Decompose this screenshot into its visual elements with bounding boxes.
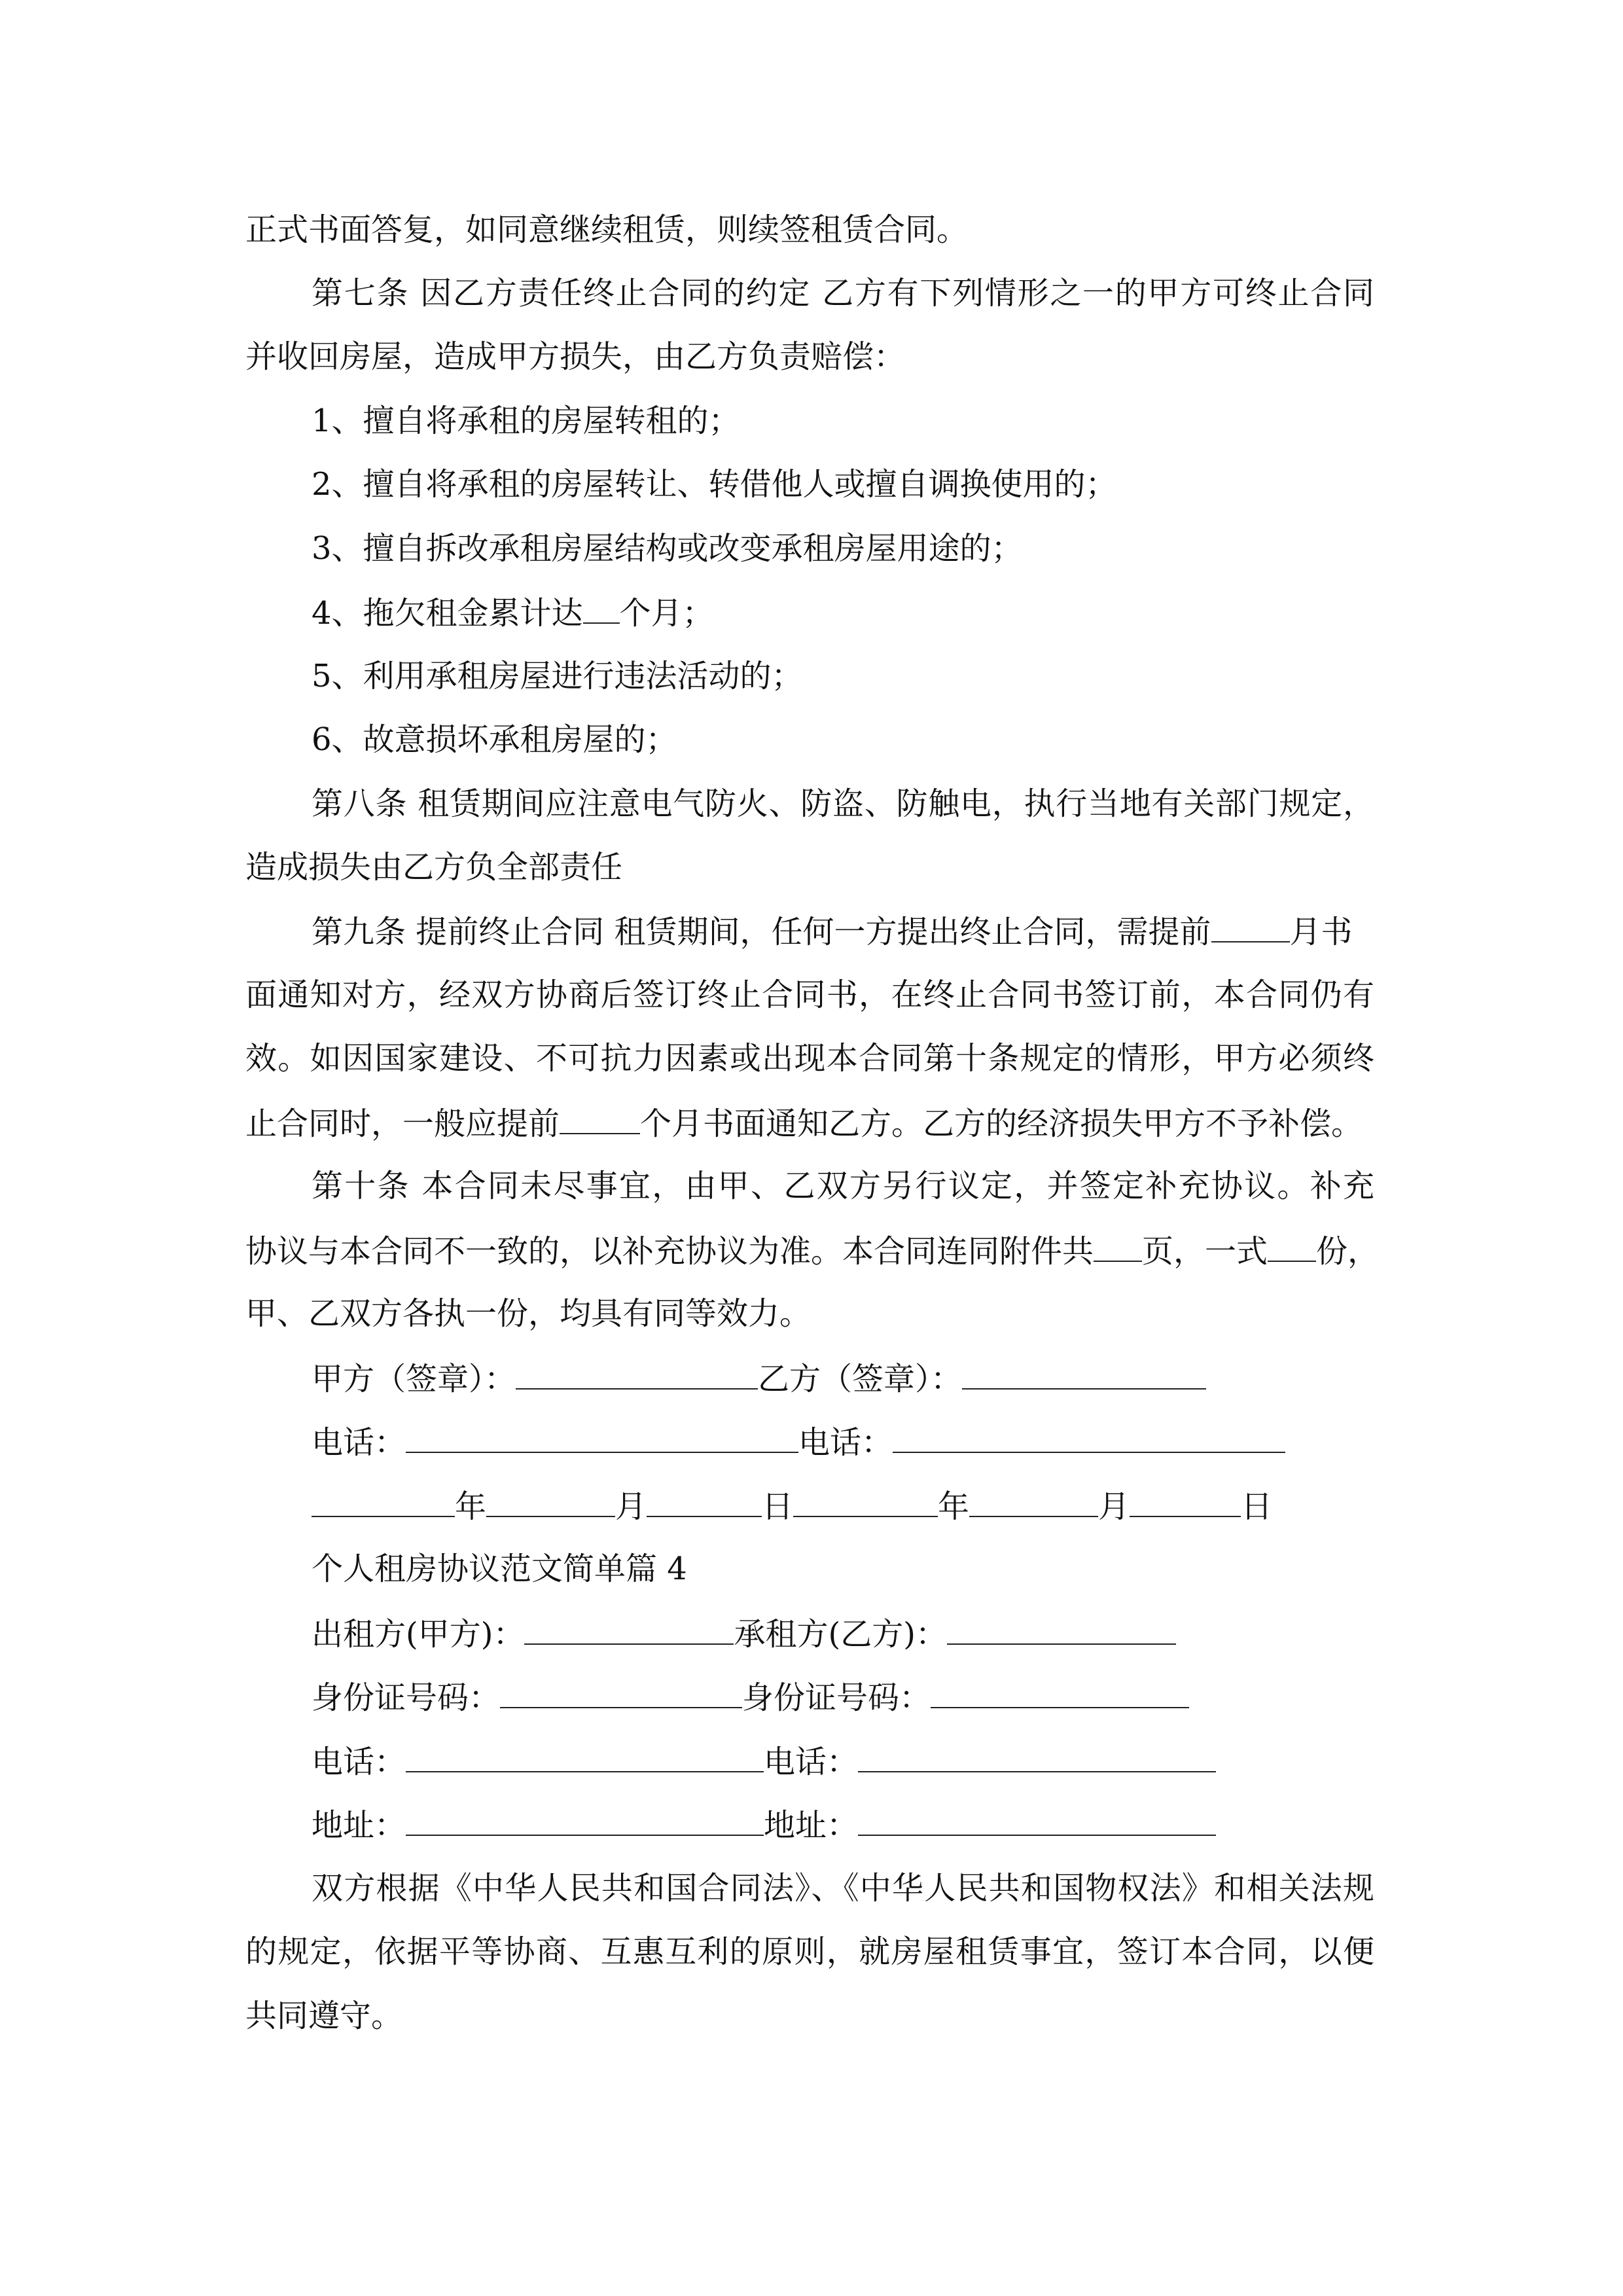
label: 身份证号码： [742,1679,931,1716]
lessor-field[interactable] [524,1615,734,1645]
article-9-heading [312,912,1374,949]
party-a-signature-field[interactable] [516,1359,758,1390]
list-item-text: 4、拖欠租金累计达 [312,595,583,632]
lessor-id-field[interactable] [500,1678,742,1708]
label: 地址： [764,1807,859,1844]
party-a-phone-field[interactable] [406,1423,798,1453]
paragraph-line: 并收回房屋，造成甲方损失，由乙方负责赔偿： [245,338,906,375]
text: 月书 [1289,914,1353,950]
label: 身份证号码： [312,1679,501,1716]
paragraph-line: 效。如因国家建设、不可抗力因素或出现本合同第十条规定的情形，甲方必须终 [245,1040,1374,1077]
date-row [312,1487,1374,1524]
label: 电话： [312,1424,406,1461]
paragraph-line: 造成损失由乙方负全部责任 [245,849,623,886]
list-item-text: 个月； [619,595,714,632]
label: 电话： [764,1744,859,1780]
blank-field [560,1104,640,1134]
label: 月 [1098,1488,1130,1525]
paragraph-line: 共同遵守。 [245,1998,403,2034]
year-field[interactable] [312,1487,455,1517]
signature-row [312,1359,1374,1396]
list-item: 6、故意损坏承租房屋的； [312,721,677,758]
paragraph-line: 双方根据《中华人民共和国合同法》、《中华人民共和国物权法》和相关法规 [312,1870,1374,1907]
lessee-id-field[interactable] [931,1678,1189,1708]
list-item: 3、擅自拆改承租房屋结构或改变承租房屋用途的； [312,530,1023,567]
label: 年 [938,1488,970,1525]
month-field[interactable] [486,1487,615,1517]
day-field[interactable] [1130,1487,1241,1517]
party-b-signature-field[interactable] [962,1359,1206,1390]
day-field[interactable] [647,1487,762,1517]
paragraph-line: 甲、乙双方各执一份，均具有同等效力。 [245,1295,812,1332]
phone-row [312,1423,1374,1460]
text: 份， [1316,1233,1380,1270]
lessee-field[interactable] [947,1615,1176,1645]
label: 承租方(乙方)： [734,1616,947,1653]
parties-row [312,1615,1374,1651]
text: 个月书面通知乙方。乙方的经济损失甲方不予补偿。 [640,1105,1363,1142]
label: 电话： [312,1744,406,1780]
lessee-phone-field[interactable] [858,1742,1216,1772]
article-7-heading: 第七条 因乙方责任终止合同的约定 乙方有下列情形之一的甲方可终止合同 [312,275,1374,312]
lessee-address-field[interactable] [858,1806,1216,1836]
list-item: 2、擅自将承租的房屋转让、转借他人或擅自调换使用的； [312,466,1117,503]
paragraph-line: 面通知对方，经双方协商后签订终止合同书，在终止合同书签订前，本合同仍有 [245,977,1374,1013]
blank-field [583,594,620,624]
lessor-address-field[interactable] [406,1806,764,1836]
address-row [312,1806,1374,1842]
paragraph-line: 的规定，依据平等协商、互惠互利的原则，就房屋租赁事宜，签订本合同，以便 [245,1933,1374,1970]
phone-row [312,1742,1374,1779]
label: 日 [762,1488,794,1525]
label: 月 [615,1488,647,1525]
label: 甲方（签章）： [312,1361,516,1397]
id-row [312,1678,1374,1715]
article-8-heading: 第八条 租赁期间应注意电气防火、防盗、防触电，执行当地有关部门规定， [312,785,1374,822]
list-item: 5、利用承租房屋进行违法活动的； [312,658,803,694]
blank-field [1268,1232,1316,1262]
list-item: 1、擅自将承租的房屋转租的； [312,403,740,439]
label: 出租方(甲方)： [312,1616,525,1653]
section-title: 个人租房协议范文简单篇 4 [312,1551,687,1587]
paragraph-line: 正式书面答复，如同意继续租赁，则续签租赁合同。 [245,211,969,248]
text: 协议与本合同不一致的，以补充协议为准。本合同连同附件共 [245,1233,1094,1270]
label: 年 [455,1488,487,1525]
year-field[interactable] [793,1487,938,1517]
month-field[interactable] [969,1487,1098,1517]
label: 地址： [312,1807,406,1844]
blank-field [1094,1232,1142,1262]
article-10-heading: 第十条 本合同未尽事宜，由甲、乙双方另行议定，并签定补充协议。补充 [312,1168,1374,1204]
list-item [312,594,1374,630]
party-b-phone-field[interactable] [893,1423,1285,1453]
text: 页，一式 [1142,1233,1268,1270]
lessor-phone-field[interactable] [406,1742,764,1772]
label: 电话： [798,1424,893,1461]
label: 乙方（签章）： [758,1361,963,1397]
paragraph-line [245,1104,1397,1141]
text: 第九条 提前终止合同 租赁期间，任何一方提出终止合同，需提前 [312,914,1211,950]
label: 日 [1241,1488,1273,1525]
text: 止合同时，一般应提前 [245,1105,560,1142]
paragraph-line [245,1232,1380,1270]
blank-field [1211,912,1290,942]
